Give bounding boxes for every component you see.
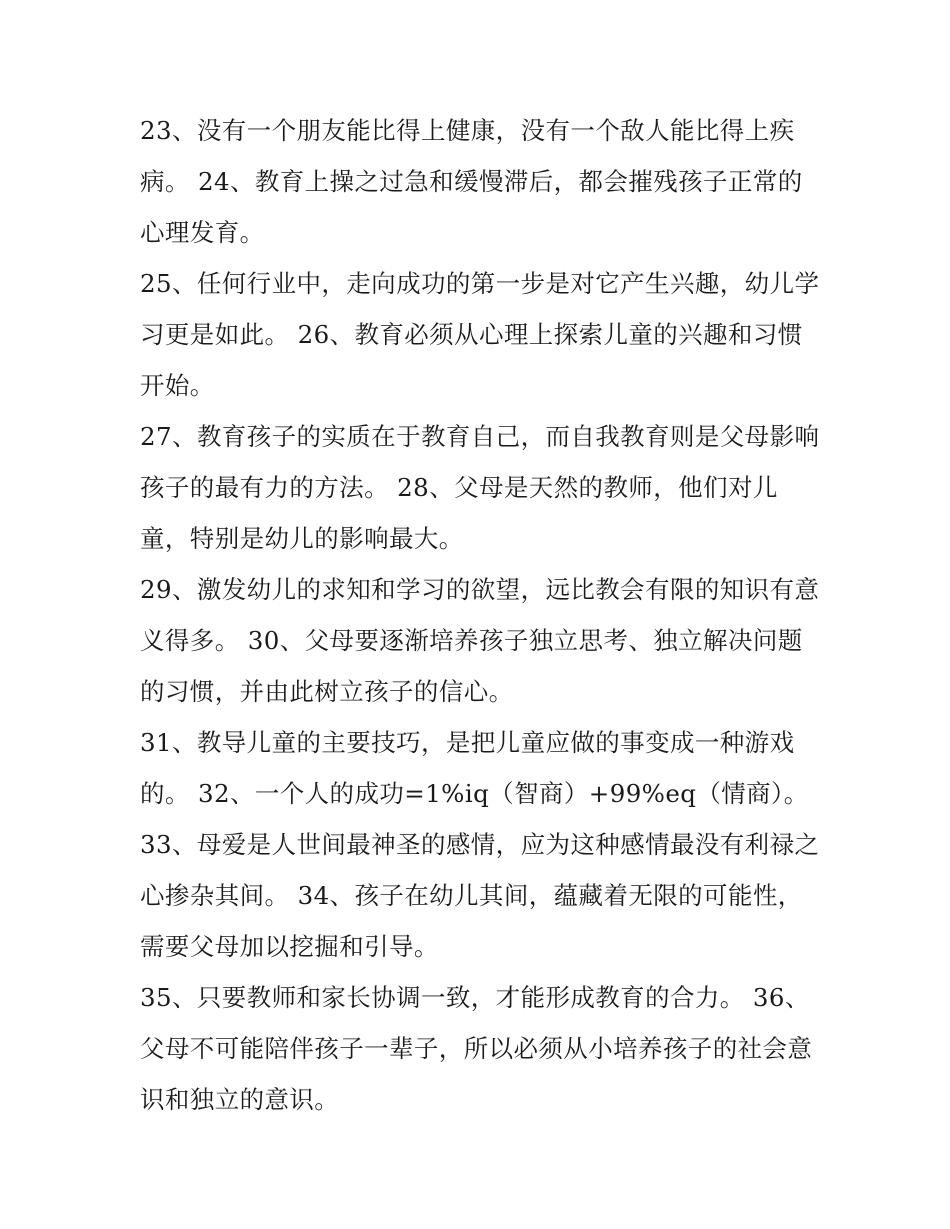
text-line: 需要父母加以挖掘和引导。	[140, 932, 439, 961]
text-line: 开始。	[140, 371, 215, 400]
text-line: 33、母爱是人世间最神圣的感情，应为这种感情最没有利禄之	[140, 830, 820, 859]
text-line: 识和独立的意识。	[140, 1085, 340, 1114]
text-line: 35、只要教师和家长协调一致，才能形成教育的合力。 36、	[140, 983, 810, 1012]
text-line: 29、激发幼儿的求知和学习的欲望，远比教会有限的知识有意	[140, 575, 820, 604]
text-line: 的。 32、一个人的成功=1%iq（智商）+99%eq（情商）。	[140, 779, 809, 808]
text-line: 习更是如此。 26、教育必须从心理上探索儿童的兴趣和习惯	[140, 320, 803, 349]
text-line: 27、教育孩子的实质在于教育自己，而自我教育则是父母影响	[140, 422, 820, 451]
text-line: 心理发育。	[140, 218, 265, 247]
paragraph-35-36	[140, 972, 830, 1125]
text-line: 孩子的最有力的方法。 28、父母是天然的教师，他们对儿	[140, 473, 778, 502]
text-line: 25、任何行业中，走向成功的第一步是对它产生兴趣，幼儿学	[140, 269, 820, 298]
text-line: 23、没有一个朋友能比得上健康，没有一个敌人能比得上疾	[140, 116, 795, 145]
paragraph-27-28	[140, 411, 830, 564]
text-line: 父母不可能陪伴孩子一辈子，所以必须从小培养孩子的社会意	[140, 1034, 813, 1063]
paragraph-31-32	[140, 717, 830, 819]
text-line: 义得多。 30、父母要逐渐培养孩子独立思考、独立解决问题	[140, 626, 803, 655]
paragraph-33-34	[140, 819, 830, 972]
text-line: 31、教导儿童的主要技巧，是把儿童应做的事变成一种游戏	[140, 728, 795, 757]
paragraph-23-24	[140, 105, 830, 258]
text-line: 心掺杂其间。 34、孩子在幼儿其间，蕴藏着无限的可能性，	[140, 881, 803, 910]
text-line: 童，特别是幼儿的影响最大。	[140, 524, 464, 553]
text-line: 的习惯，并由此树立孩子的信心。	[140, 677, 514, 706]
text-line: 病。 24、教育上操之过急和缓慢滞后，都会摧残孩子正常的	[140, 167, 803, 196]
document-page	[140, 105, 830, 1125]
paragraph-25-26	[140, 258, 830, 411]
paragraph-29-30	[140, 564, 830, 717]
